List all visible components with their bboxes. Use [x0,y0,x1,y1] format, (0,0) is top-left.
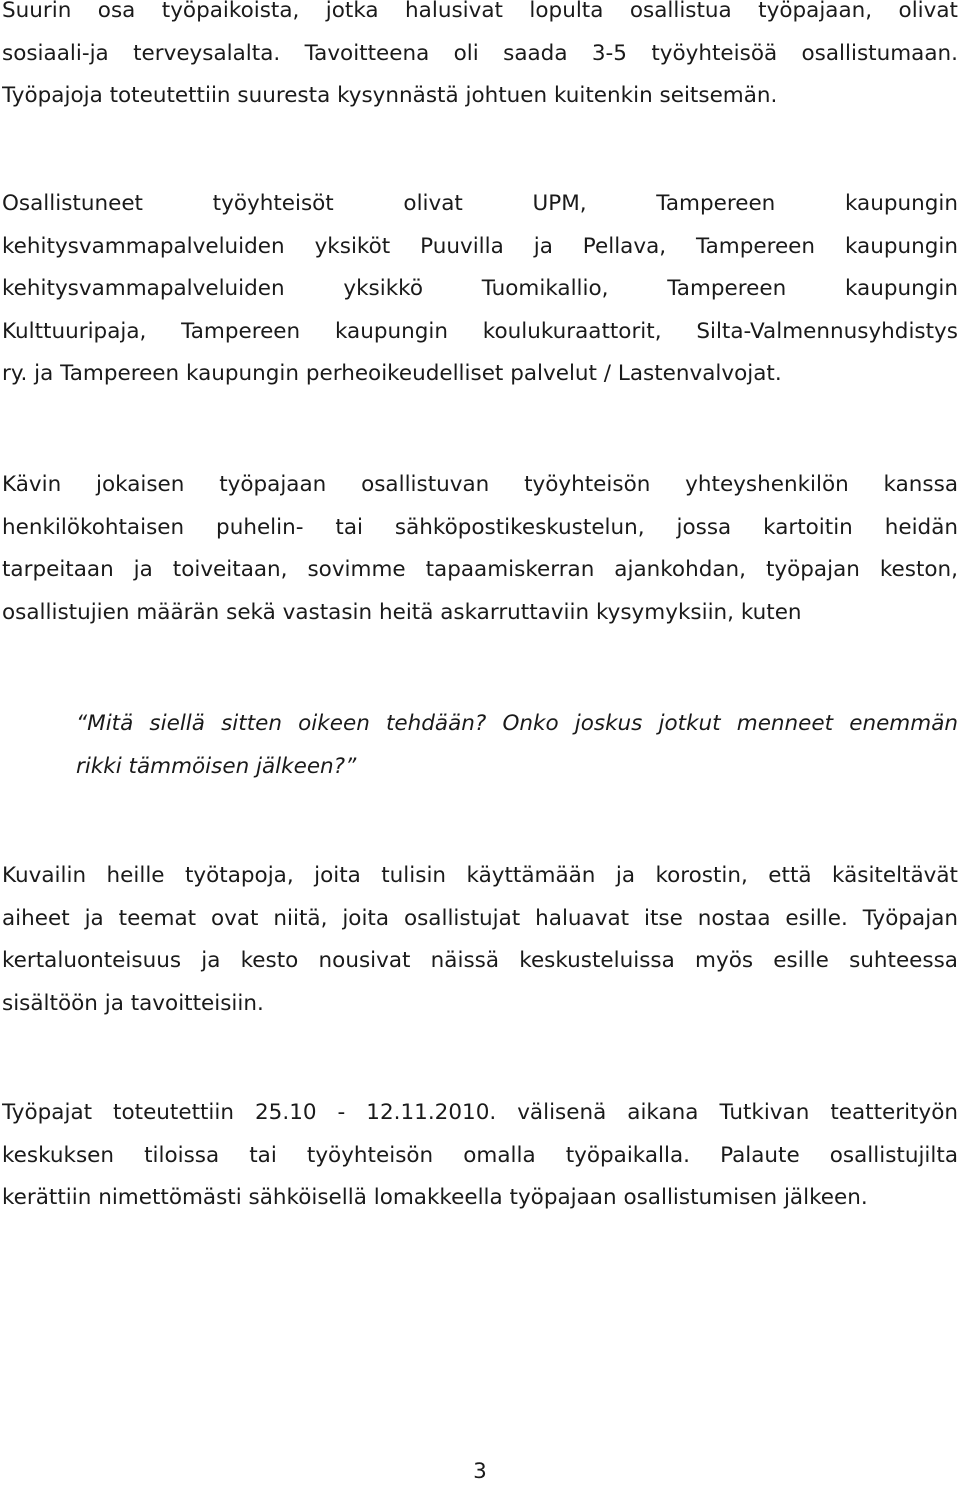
quote-line: rikki tämmöisen jälkeen?” [76,754,357,779]
text-line: kertaluonteisuus ja kesto nousivat näissä keskusteluissa myös esille suhteessa [2,948,958,973]
text-line: Osallistuneet työyhteisöt olivat UPM, Tampereen kaupungin [2,191,958,216]
page-number: 3 [473,1459,487,1484]
quote-block [76,702,958,788]
text-line: ry. ja Tampereen kaupungin perheoikeudelliset palvelut / Lastenvalvojat. [2,361,782,386]
quote-line: “Mitä siellä sitten oikeen tehdään? Onko joskus jotkut menneet enemmän [76,711,958,736]
text-line: henkilökohtaisen puhelin- tai sähköpostikeskustelun, jossa kartoitin heidän [2,514,958,540]
paragraph-contacts [2,464,958,634]
text-line: Suurin osa työpaikoista, jotka halusivat lopulta osallistua työpajaan, olivat [2,0,958,23]
text-line: kehitysvammapalveluiden yksikkö Tuomikallio, Tampereen kaupungin [2,276,958,301]
text-line: Kuvailin heille työtapoja, joita tulisin käyttämään ja korostin, että käsiteltävät [2,863,958,888]
paragraph-workplaces [2,0,958,118]
text-line: Kävin jokaisen työpajaan osallistuvan työyhteisön yhteyshenkilön kanssa [2,472,958,497]
text-line: tarpeitaan ja toiveitaan, sovimme tapaamiskerran ajankohdan, työpajan keston, [2,557,958,582]
paragraph-working-methods [2,855,958,1025]
text-line: osallistujien määrän sekä vastasin heitä askarruttaviin kysymyksiin, kuten [2,599,802,625]
text-line: keskuksen tiloissa tai työyhteisön omalla työpaikalla. Palaute osallistujilta [2,1142,958,1168]
text-line: Työpajat toteutettiin 25.10 - 12.11.2010. välisenä aikana Tutkivan teatterityön [2,1100,958,1125]
text-line: aiheet ja teemat ovat niitä, joita osallistujat haluavat itse nostaa esille. Työpajan [2,905,958,931]
text-line: kehitysvammapalveluiden yksiköt Puuvilla ja Pellava, Tampereen kaupungin [2,233,958,259]
text-line: sisältöön ja tavoitteisiin. [2,990,264,1016]
text-line: Kulttuuripaja, Tampereen kaupungin koulukuraattorit, Silta-Valmennusyhdistys [2,318,958,344]
paragraph-schedule [2,1092,958,1220]
text-line: Työpajoja toteutettiin suuresta kysynnästä johtuen kuitenkin seitsemän. [2,83,778,108]
text-line: kerättiin nimettömästi sähköisellä lomakkeella työpajaan osallistumisen jälkeen. [2,1185,868,1210]
text-line: sosiaali-ja terveysalalta. Tavoitteena oli saada 3-5 työyhteisöä osallistumaan. [2,40,958,66]
paragraph-participants [2,183,958,396]
